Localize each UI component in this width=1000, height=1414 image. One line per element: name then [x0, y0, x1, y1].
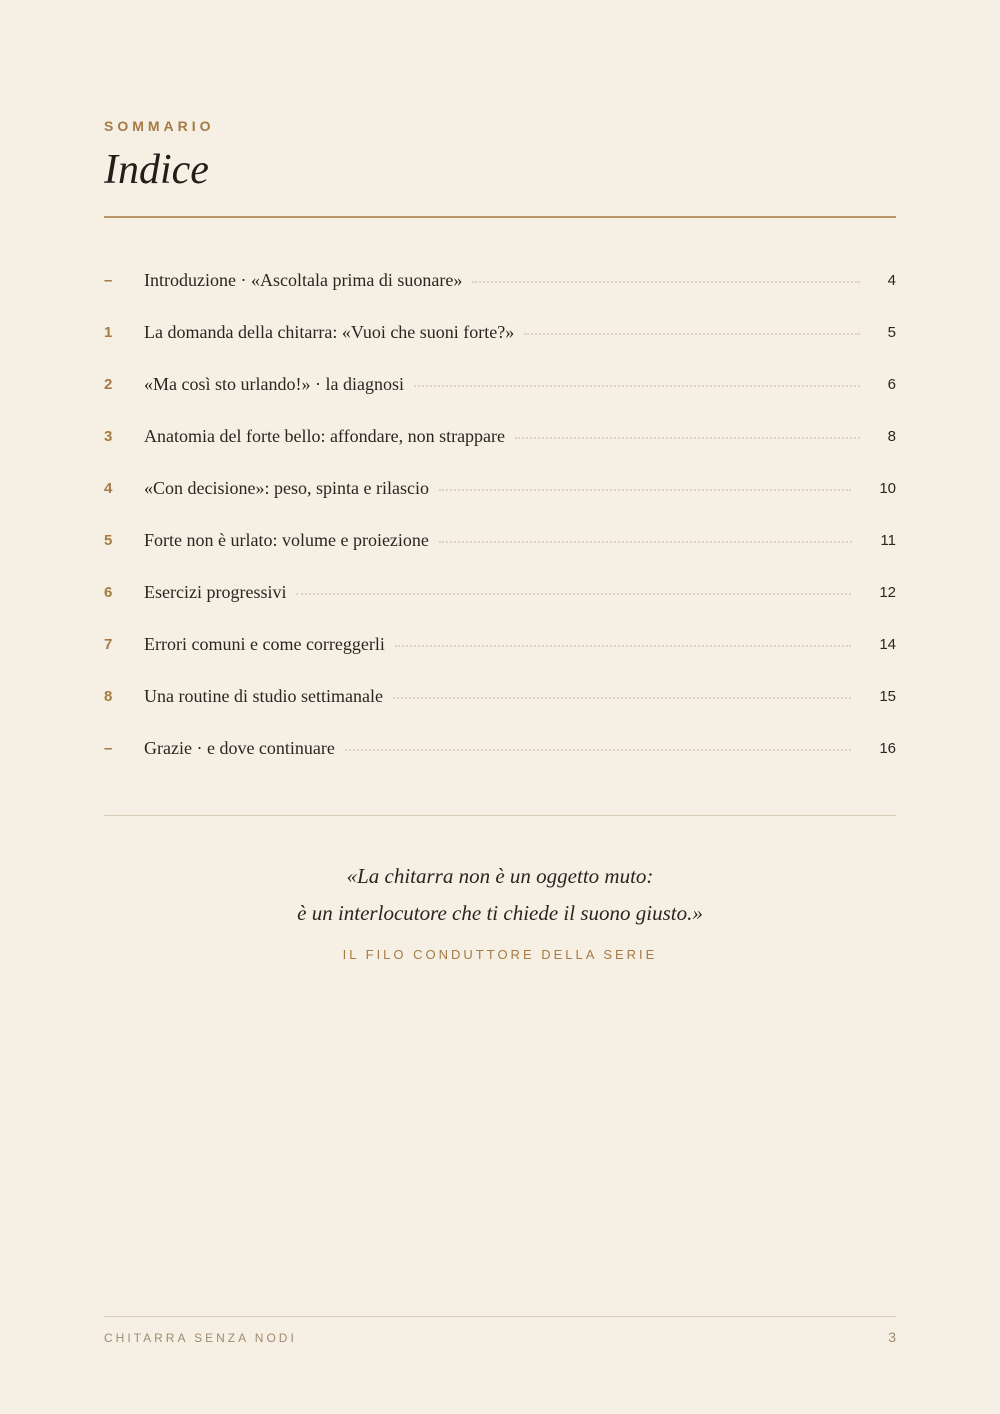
- toc-entry-page: 15: [879, 687, 896, 705]
- dot-leader: [296, 593, 851, 595]
- toc-entry[interactable]: [104, 670, 896, 722]
- toc-entry-title: «Ma così sto urlando!» · la diagnosi: [144, 373, 404, 394]
- quote-attribution: IL FILO CONDUTTORE DELLA SERIE: [342, 947, 658, 962]
- section-eyebrow: SOMMARIO: [104, 118, 215, 134]
- dot-leader: [439, 489, 851, 491]
- toc-entry[interactable]: [104, 306, 896, 358]
- toc-entry-page: 10: [879, 479, 896, 497]
- toc-entry-title: Anatomia del forte bello: affondare, non strappare: [144, 425, 506, 446]
- toc-entry-number: –: [104, 271, 113, 289]
- toc-entry-title: Errori comuni e come correggerli: [144, 633, 385, 654]
- quote-line: «La chitarra non è un oggetto muto:: [346, 864, 654, 888]
- toc-entry-title: La domanda della chitarra: «Vuoi che suoni forte?»: [144, 321, 515, 342]
- toc-entry-page: 6: [887, 375, 896, 393]
- footer-divider: [104, 1316, 896, 1317]
- toc-entry[interactable]: [104, 410, 896, 462]
- toc-entry-page: 4: [887, 271, 896, 289]
- toc-entry-number: 6: [104, 583, 113, 601]
- toc-entry[interactable]: [104, 566, 896, 618]
- toc-entry-number: 1: [104, 323, 113, 341]
- toc-entry-page: 12: [879, 583, 896, 601]
- toc-entry-number: 7: [104, 635, 113, 653]
- header-divider: [104, 216, 896, 218]
- toc-entry-number: 3: [104, 427, 113, 445]
- toc-entry-title: Forte non è urlato: volume e proiezione: [144, 529, 429, 550]
- table-of-contents: [104, 254, 896, 774]
- toc-entry-title: Una routine di studio settimanale: [144, 685, 383, 706]
- toc-entry[interactable]: [104, 722, 896, 774]
- toc-entry-page: 5: [887, 323, 896, 341]
- toc-entry-page: 16: [879, 739, 896, 757]
- dot-leader: [345, 749, 851, 751]
- toc-entry-page: 8: [887, 427, 896, 445]
- dot-leader: [395, 645, 851, 647]
- toc-entry-number: 4: [104, 479, 113, 497]
- toc-entry-title: Grazie · e dove continuare: [144, 737, 335, 758]
- document-page: [104, 0, 896, 1414]
- toc-entry[interactable]: [104, 462, 896, 514]
- page-number: 3: [888, 1329, 896, 1345]
- quote-line: è un interlocutore che ti chiede il suono giusto.»: [297, 901, 703, 925]
- dot-leader: [472, 281, 859, 283]
- toc-entry-title: Introduzione · «Ascoltala prima di suonare»: [144, 269, 463, 290]
- dot-leader: [393, 697, 851, 699]
- toc-entry-number: 8: [104, 687, 113, 705]
- epigraph-quote: [104, 858, 896, 932]
- toc-entry-page: 11: [880, 531, 896, 549]
- toc-entry[interactable]: [104, 514, 896, 566]
- toc-entry[interactable]: [104, 618, 896, 670]
- toc-entry-title: «Con decisione»: peso, spinta e rilascio: [144, 477, 429, 498]
- toc-entry-page: 14: [879, 635, 896, 653]
- section-divider: [104, 815, 896, 816]
- toc-entry-number: 2: [104, 375, 113, 393]
- toc-entry-number: –: [104, 739, 113, 757]
- toc-entry[interactable]: [104, 254, 896, 306]
- page-title: Indice: [104, 147, 209, 193]
- dot-leader: [524, 333, 859, 335]
- dot-leader: [414, 385, 860, 387]
- dot-leader: [515, 437, 860, 439]
- toc-entry[interactable]: [104, 358, 896, 410]
- running-footer-title: CHITARRA SENZA NODI: [104, 1331, 297, 1345]
- toc-entry-number: 5: [104, 531, 113, 549]
- toc-entry-title: Esercizi progressivi: [144, 581, 287, 602]
- dot-leader: [439, 541, 853, 543]
